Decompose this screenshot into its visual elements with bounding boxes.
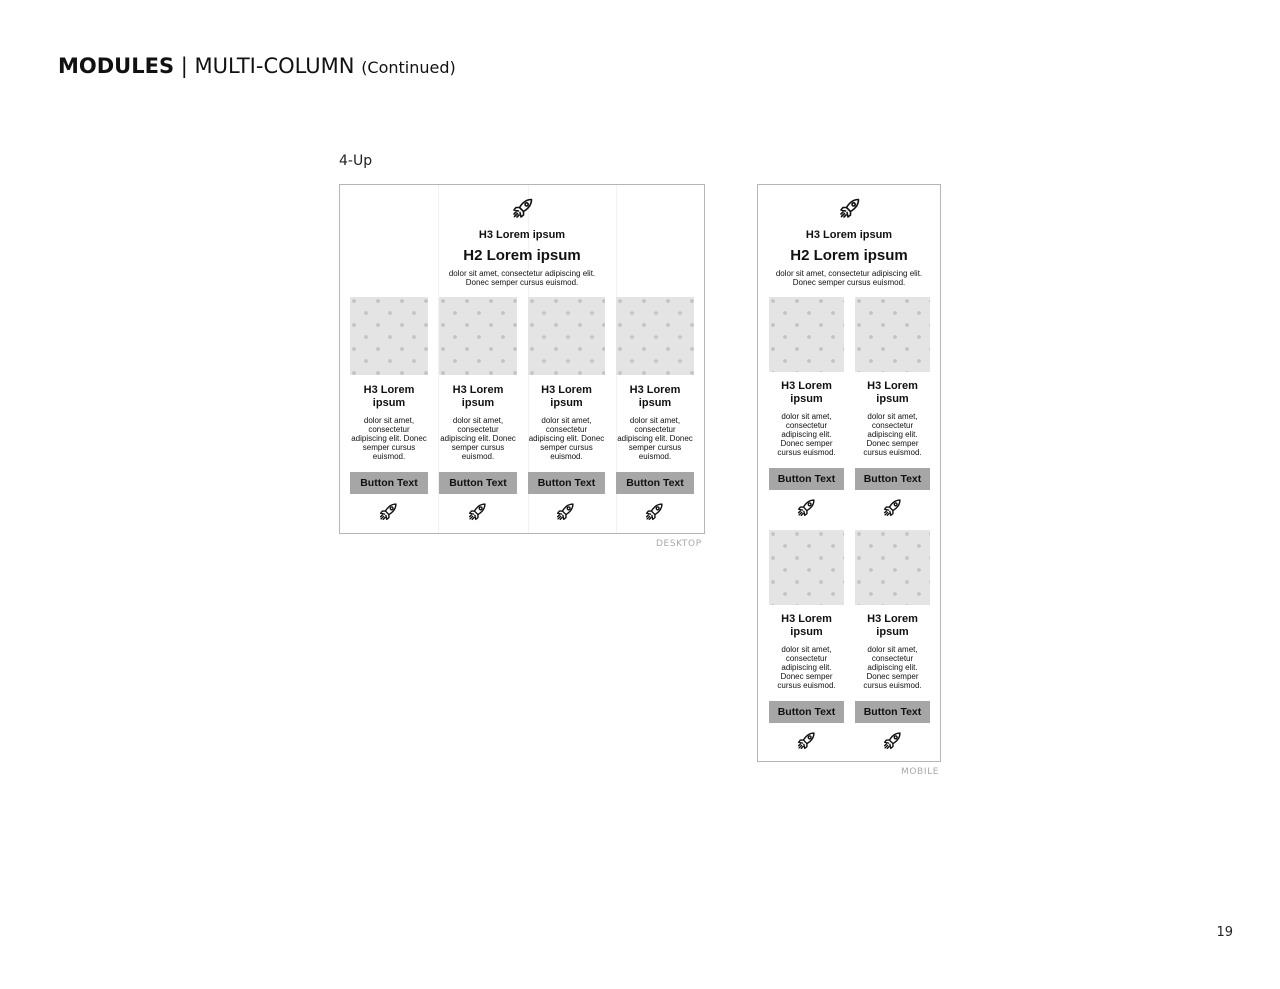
column-body-line: dolor sit amet, — [867, 645, 918, 654]
column-body-line: cursus euismod. — [777, 448, 836, 457]
column-body-line: dolor sit amet, — [781, 645, 832, 654]
column-body-line: semper cursus — [362, 443, 416, 452]
intro-body — [340, 269, 704, 287]
column-body-line: adipiscing elit. — [781, 430, 832, 439]
column-body-line: Donec semper — [780, 439, 833, 448]
rocket-icon — [644, 501, 665, 522]
column-h3-line: H3 Lorem — [541, 384, 592, 396]
column-body — [610, 416, 700, 461]
column-h3 — [764, 613, 849, 639]
rocket-icon — [378, 501, 399, 522]
column-body — [764, 645, 849, 690]
rocket-icon — [511, 196, 535, 220]
column-body-line: semper cursus — [540, 443, 593, 452]
column-body-line: adipiscing elit. — [781, 663, 832, 672]
column-button[interactable]: Button Text — [439, 472, 517, 494]
column-body-line: consectetur — [871, 654, 914, 663]
column-h3-line: H3 Lorem — [781, 380, 832, 392]
column-button[interactable]: Button Text — [769, 701, 844, 723]
column-body — [850, 645, 935, 690]
column-body-line: dolor sit amet, — [629, 416, 681, 425]
column-body-line: Donec semper — [780, 672, 833, 681]
column-h3 — [344, 384, 434, 410]
rocket-icon — [882, 730, 903, 751]
column-button[interactable]: Button Text — [616, 472, 694, 494]
column-body — [433, 416, 523, 461]
column-h3 — [522, 384, 611, 410]
image-placeholder — [616, 297, 694, 375]
column-h3-line: ipsum — [461, 397, 495, 409]
column-body — [344, 416, 434, 461]
column-h3 — [850, 613, 935, 639]
mobile-caption: MOBILE — [901, 767, 939, 777]
column-body-line: adipiscing elit. — [867, 430, 918, 439]
page-number: 19 — [1216, 925, 1233, 940]
page-title-section: MULTI-COLUMN — [194, 54, 355, 78]
column-h3-line: ipsum — [372, 397, 406, 409]
column-body-line: adipiscing elit. Donec — [351, 434, 427, 443]
column-h3 — [850, 380, 935, 406]
column-body-line: semper cursus — [628, 443, 682, 452]
page-title — [58, 54, 456, 78]
column-button[interactable]: Button Text — [855, 468, 930, 490]
rocket-icon — [467, 501, 488, 522]
column-body-line: dolor sit amet, — [867, 412, 918, 421]
column-h3-line: ipsum — [790, 393, 823, 405]
column-button[interactable]: Button Text — [528, 472, 605, 494]
column-body-line: euismod. — [372, 452, 406, 461]
image-placeholder — [855, 530, 930, 605]
rocket-icon — [882, 497, 903, 518]
rocket-icon — [796, 730, 817, 751]
image-placeholder — [528, 297, 605, 375]
column-h3-line: H3 Lorem — [867, 613, 918, 625]
column-h3-line: H3 Lorem — [629, 384, 681, 396]
column-h3-line: H3 Lorem — [867, 380, 918, 392]
column-body-line: euismod. — [461, 452, 495, 461]
column-body-line: adipiscing elit. Donec — [440, 434, 516, 443]
intro-h3: H3 Lorem ipsum — [478, 229, 566, 241]
column-body-line: Donec semper — [866, 672, 919, 681]
image-placeholder — [855, 297, 930, 372]
page-title-suffix: (Continued) — [361, 58, 456, 77]
intro-h2: H2 Lorem ipsum — [463, 247, 581, 264]
mobile-frame — [757, 184, 941, 762]
rocket-icon — [796, 497, 817, 518]
intro-h3: H3 Lorem ipsum — [805, 229, 893, 241]
intro-body-line: Donec semper cursus euismod. — [465, 278, 579, 287]
column-body-line: cursus euismod. — [777, 681, 836, 690]
desktop-frame — [339, 184, 705, 534]
column-body-line: consectetur — [368, 425, 410, 434]
column-body-line: consectetur — [785, 654, 828, 663]
column-body-line: consectetur — [545, 425, 588, 434]
intro-body-line: dolor sit amet, consectetur adipiscing elit. — [448, 269, 596, 278]
image-placeholder — [769, 530, 844, 605]
column-button[interactable]: Button Text — [855, 701, 930, 723]
rocket-icon — [555, 501, 576, 522]
column-body — [764, 412, 849, 457]
image-placeholder — [769, 297, 844, 372]
column-h3-line: H3 Lorem — [363, 384, 415, 396]
rocket-icon — [838, 196, 862, 220]
section-label: 4-Up — [339, 153, 373, 169]
column-h3-line: ipsum — [790, 626, 823, 638]
column-h3 — [764, 380, 849, 406]
column-body-line: consectetur — [457, 425, 499, 434]
column-body-line: Donec semper — [866, 439, 919, 448]
column-body-line: semper cursus — [451, 443, 505, 452]
column-body-line: dolor sit amet, — [452, 416, 504, 425]
intro-body-line: dolor sit amet, consectetur adipiscing elit. — [775, 269, 923, 278]
intro-body — [758, 269, 940, 287]
column-h3 — [433, 384, 523, 410]
column-body-line: consectetur — [634, 425, 676, 434]
column-h3-line: ipsum — [638, 397, 672, 409]
column-body-line: dolor sit amet, — [541, 416, 592, 425]
column-h3-line: ipsum — [550, 397, 583, 409]
image-placeholder — [439, 297, 517, 375]
column-button[interactable]: Button Text — [769, 468, 844, 490]
column-h3-line: ipsum — [876, 393, 909, 405]
column-h3 — [610, 384, 700, 410]
intro-body-line: Donec semper cursus euismod. — [792, 278, 906, 287]
page-title-bold: MODULES — [58, 54, 175, 78]
column-body-line: adipiscing elit. Donec — [528, 434, 605, 443]
column-h3-line: H3 Lorem — [781, 613, 832, 625]
column-body-line: euismod. — [638, 452, 672, 461]
column-body-line: adipiscing elit. Donec — [617, 434, 693, 443]
column-body-line: consectetur — [785, 421, 828, 430]
column-body-line: adipiscing elit. — [867, 663, 918, 672]
column-button[interactable]: Button Text — [350, 472, 428, 494]
column-h3-line: H3 Lorem — [452, 384, 504, 396]
intro-h2: H2 Lorem ipsum — [790, 247, 908, 264]
column-body — [522, 416, 611, 461]
column-h3-line: ipsum — [876, 626, 909, 638]
image-placeholder — [350, 297, 428, 375]
column-body — [850, 412, 935, 457]
page-title-separator: | — [180, 54, 188, 78]
column-body-line: cursus euismod. — [863, 448, 922, 457]
desktop-caption: DESKTOP — [656, 539, 702, 549]
column-body-line: dolor sit amet, — [781, 412, 832, 421]
column-body-line: euismod. — [550, 452, 583, 461]
column-body-line: consectetur — [871, 421, 914, 430]
column-body-line: cursus euismod. — [863, 681, 922, 690]
column-body-line: dolor sit amet, — [363, 416, 415, 425]
